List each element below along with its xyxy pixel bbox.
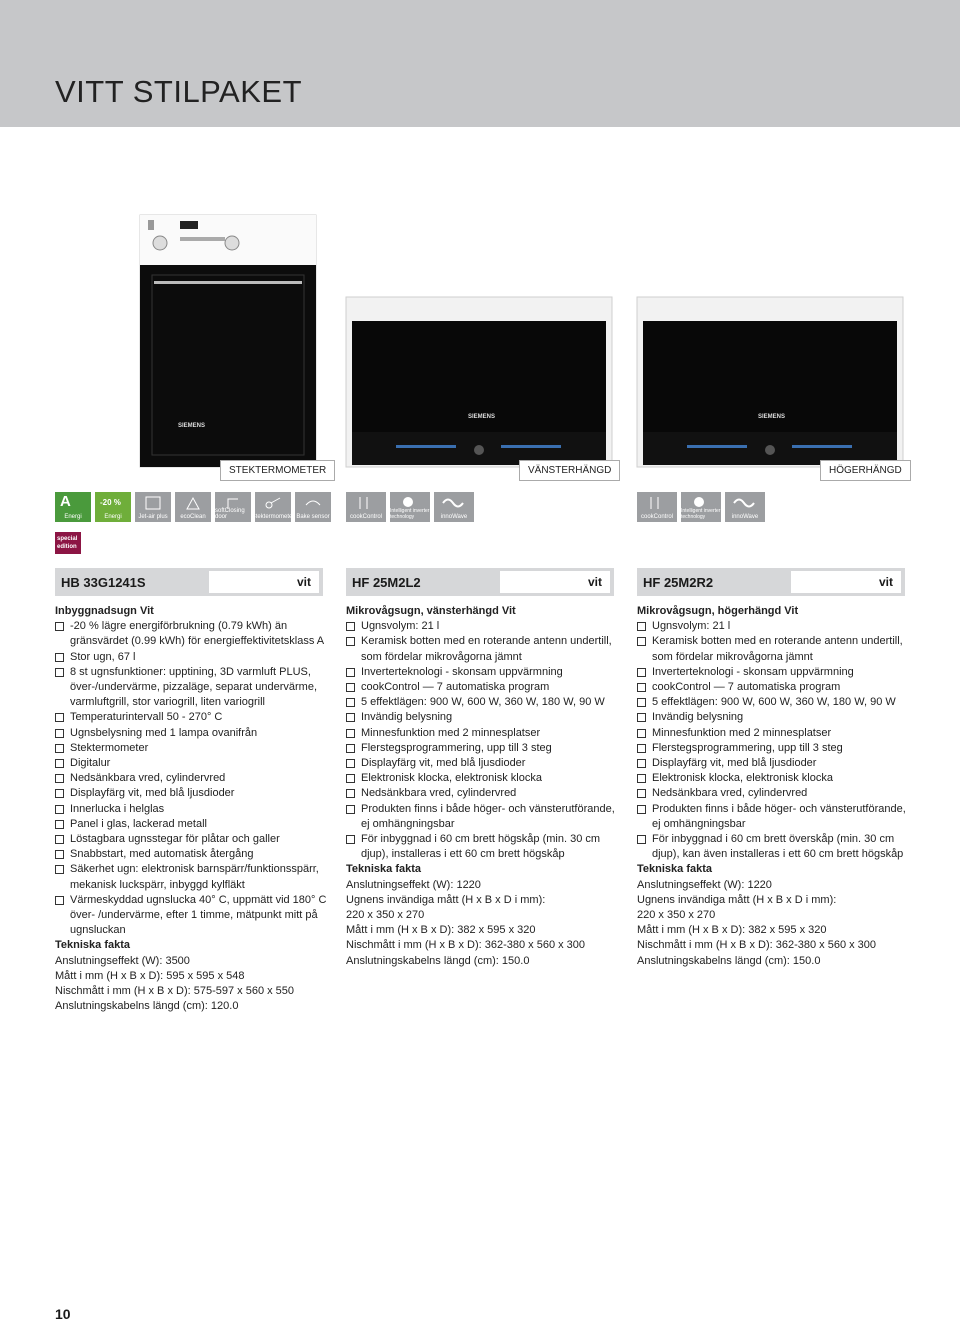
tech-line: Ugnens invändiga mått (H x B x D i mm): xyxy=(637,893,837,906)
spec-item xyxy=(55,786,327,801)
spec-title: Mikrovågsugn, vänsterhängd Vit xyxy=(346,605,516,617)
spec-item xyxy=(637,619,909,634)
tech-line: Anslutningskabelns längd (cm): 150.0 xyxy=(346,954,530,967)
spec-item-text: Ugnsvolym: 21 l xyxy=(361,620,440,633)
checkbox-icon xyxy=(637,759,646,768)
checkbox-icon xyxy=(637,668,646,677)
spec-item xyxy=(346,710,618,725)
spec-item xyxy=(637,710,909,725)
page-number: 10 xyxy=(55,1306,71,1322)
spec-item-text: Löstagbara ugnsstegar för plåtar och galler xyxy=(70,833,280,846)
spec-item xyxy=(637,665,909,680)
spec-item xyxy=(55,802,327,817)
checkbox-icon xyxy=(55,896,64,905)
spec-item xyxy=(55,710,327,725)
tech-line: Anslutningseffekt (W): 1220 xyxy=(637,878,772,891)
spec-item xyxy=(346,802,618,832)
tech-line: Nischmått i mm (H x B x D): 362-380 x 560 x 300 xyxy=(346,939,586,952)
spec-item xyxy=(55,862,327,892)
checkbox-icon xyxy=(637,805,646,814)
spec-item-text: Inverterteknologi - skonsam uppvärmning xyxy=(652,665,854,678)
spec-item xyxy=(55,756,327,771)
spec-item xyxy=(346,680,618,695)
spec-item-text: Produkten finns i både höger- och vänsterutförande, ej omhängningsbar xyxy=(652,802,906,830)
tech-line: 220 x 350 x 270 xyxy=(346,909,425,922)
inverter-icon: Intelligent inverter technology xyxy=(681,492,721,522)
checkbox-icon xyxy=(346,637,355,646)
spec-item-text: Invändig belysning xyxy=(652,711,744,724)
tech-title: Tekniska fakta xyxy=(346,863,422,876)
tech-line: Nischmått i mm (H x B x D): 362-380 x 560 x 300 xyxy=(637,939,877,952)
spec-item xyxy=(637,726,909,741)
spec-item xyxy=(55,619,327,649)
spec-item-text: 5 effektlägen: 900 W, 600 W, 360 W, 180 W, 90 W xyxy=(652,696,896,709)
spec-item-text: Elektronisk klocka, elektronisk klocka xyxy=(361,772,542,785)
microwave-right-image xyxy=(637,297,903,467)
spec-item-text: Stor ugn, 67 l xyxy=(70,650,136,663)
checkbox-icon xyxy=(346,668,355,677)
tech-line: Anslutningskabelns längd (cm): 120.0 xyxy=(55,1000,239,1013)
model-bar-microwave-right xyxy=(637,568,905,596)
spec-item-text: Minnesfunktion med 2 minnesplatser xyxy=(652,726,832,739)
spec-item xyxy=(637,741,909,756)
tech-line: Anslutningseffekt (W): 1220 xyxy=(346,878,481,891)
soft-closing-icon: softClosing door xyxy=(215,492,251,522)
checkbox-icon xyxy=(346,744,355,753)
energy-saving-icon: -20 % Energi xyxy=(95,492,131,522)
caption-stektermometer: STEKTERMOMETER xyxy=(220,460,335,481)
spec-item-text: Displayfärg vit, med blå ljusdioder xyxy=(652,757,817,770)
spec-item xyxy=(346,634,618,664)
spec-item-text: Flerstegsprogrammering, upp till 3 steg xyxy=(652,741,843,754)
model-bar-microwave-left xyxy=(346,568,614,596)
spec-item xyxy=(55,893,327,939)
microwave-right-brand: SIEMENS xyxy=(758,414,786,420)
spec-item xyxy=(346,726,618,741)
checkbox-icon xyxy=(637,637,646,646)
spec-item xyxy=(637,832,909,862)
checkbox-icon xyxy=(637,835,646,844)
spec-item xyxy=(55,771,327,786)
spec-item-text: Inverterteknologi - skonsam uppvärmning xyxy=(361,665,563,678)
microwave-left-image xyxy=(346,297,612,467)
checkbox-icon xyxy=(55,805,64,814)
spec-column-oven xyxy=(55,604,327,1014)
spec-item-text: Värmeskyddad ugnslucka 40° C, uppmätt vid 180° C över- /undervärme, efter 1 timme, mätpunkt mitt på ugnsluckan xyxy=(70,893,327,937)
special-edition-badge: special edition xyxy=(55,532,81,554)
spec-item-text: Nedsänkbara vred, cylindervred xyxy=(361,787,517,800)
spec-item-text: Ugnsbelysning med 1 lampa ovanifrån xyxy=(70,726,258,739)
spec-item xyxy=(55,726,327,741)
spec-item xyxy=(637,695,909,710)
thermometer-icon: Stektermometer xyxy=(255,492,291,522)
checkbox-icon xyxy=(55,729,64,738)
tech-line: Mått i mm (H x B x D): 595 x 595 x 548 xyxy=(55,969,245,982)
spec-column-microwave-right xyxy=(637,604,909,969)
spec-item-text: Snabbstart, med automatisk återgång xyxy=(70,848,254,861)
spec-item-text: 5 effektlägen: 900 W, 600 W, 360 W, 180 W, 90 W xyxy=(361,696,605,709)
spec-item-text: Displayfärg vit, med blå ljusdioder xyxy=(361,757,526,770)
spec-item-text: Digitalur xyxy=(70,757,111,770)
spec-item xyxy=(637,680,909,695)
checkbox-icon xyxy=(55,850,64,859)
spec-item xyxy=(346,741,618,756)
spec-item-text: Minnesfunktion med 2 minnesplatser xyxy=(361,726,541,739)
inverter-icon: Intelligent inverter technology xyxy=(390,492,430,522)
spec-item-text: Innerlucka i helglas xyxy=(70,802,165,815)
innowave-icon: innoWave xyxy=(434,492,474,522)
checkbox-icon xyxy=(346,683,355,692)
checkbox-icon xyxy=(637,729,646,738)
checkbox-icon xyxy=(55,713,64,722)
spec-item-text: Keramisk botten med en roterande antenn undertill, som fördelar mikrovågorna jämnt xyxy=(652,635,903,663)
bake-sensor-icon: Bake sensor xyxy=(295,492,331,522)
model-name: HF 25M2L2 xyxy=(352,574,421,590)
spec-item xyxy=(346,771,618,786)
checkbox-icon xyxy=(55,774,64,783)
spec-item xyxy=(346,756,618,771)
spec-item xyxy=(346,786,618,801)
model-name: HB 33G1241S xyxy=(61,574,146,590)
checkbox-icon xyxy=(55,789,64,798)
spec-column-microwave-left xyxy=(346,604,618,969)
spec-item-text: För inbyggnad i 60 cm brett överskåp (min. 30 cm djup), kan även installeras i ett 60 cm brett högskåp xyxy=(652,833,904,861)
checkbox-icon xyxy=(55,820,64,829)
spec-item-text: cookControl — 7 automatiska program xyxy=(652,681,841,694)
spec-item-text: Säkerhet ugn: elektronisk barnspärr/funktionsspärr, mekanisk luckspärr, inbyggd kylfläkt xyxy=(70,863,319,891)
checkbox-icon xyxy=(637,713,646,722)
caption-vansterhangd: VÄNSTERHÄNGD xyxy=(519,460,620,481)
tech-line: Mått i mm (H x B x D): 382 x 595 x 320 xyxy=(637,924,827,937)
spec-item-text: För inbyggnad i 60 cm brett högskåp (min. 30 cm djup), installeras i ett 60 cm brett högskåp xyxy=(361,833,601,861)
spec-item-text: Elektronisk klocka, elektronisk klocka xyxy=(652,772,833,785)
spec-item-text: -20 % lägre energiförbrukning (0.79 kWh) än gränsvärdet (0.99 kWh) för energieffektivitetsklass A xyxy=(70,620,325,648)
model-color: vit xyxy=(500,571,610,593)
spec-item xyxy=(346,619,618,634)
checkbox-icon xyxy=(346,805,355,814)
checkbox-icon xyxy=(55,653,64,662)
model-name: HF 25M2R2 xyxy=(643,574,714,590)
model-color: vit xyxy=(791,571,901,593)
spec-item-text: Flerstegsprogrammering, upp till 3 steg xyxy=(361,741,552,754)
spec-title: Mikrovågsugn, högerhängd Vit xyxy=(637,605,799,617)
checkbox-icon xyxy=(55,865,64,874)
spec-item-text: Temperaturintervall 50 - 270° C xyxy=(70,711,223,724)
spec-item-text: Panel i glas, lackerad metall xyxy=(70,817,207,830)
spec-title: Inbyggnadsugn Vit xyxy=(55,605,154,617)
microwave-right-feature-icons xyxy=(637,492,765,522)
spec-item xyxy=(637,756,909,771)
spec-item xyxy=(55,665,327,711)
checkbox-icon xyxy=(346,789,355,798)
checkbox-icon xyxy=(346,835,355,844)
checkbox-icon xyxy=(346,729,355,738)
ecoclean-icon: ecoClean xyxy=(175,492,211,522)
jet-air-icon: Jet-air plus xyxy=(135,492,171,522)
checkbox-icon xyxy=(637,789,646,798)
page-title: VITT STILPAKET xyxy=(55,74,303,109)
oven-image xyxy=(140,215,316,467)
checkbox-icon xyxy=(55,759,64,768)
checkbox-icon xyxy=(346,698,355,707)
checkbox-icon xyxy=(55,668,64,677)
checkbox-icon xyxy=(637,744,646,753)
spec-item xyxy=(346,695,618,710)
spec-item xyxy=(346,832,618,862)
spec-item xyxy=(55,741,327,756)
spec-item-text: Displayfärg vit, med blå ljusdioder xyxy=(70,787,235,800)
spec-item xyxy=(637,771,909,786)
oven-feature-icons xyxy=(55,492,331,522)
cook-control-icon: cookControl xyxy=(637,492,677,522)
tech-line: Anslutningskabelns längd (cm): 150.0 xyxy=(637,954,821,967)
tech-title: Tekniska fakta xyxy=(637,863,713,876)
checkbox-icon xyxy=(346,622,355,631)
checkbox-icon xyxy=(346,759,355,768)
checkbox-icon xyxy=(637,774,646,783)
spec-item xyxy=(55,832,327,847)
microwave-left-feature-icons xyxy=(346,492,474,522)
tech-title: Tekniska fakta xyxy=(55,939,131,952)
cook-control-icon: cookControl xyxy=(346,492,386,522)
spec-item xyxy=(637,786,909,801)
spec-item-text: Nedsänkbara vred, cylindervred xyxy=(652,787,808,800)
tech-line: Nischmått i mm (H x B x D): 575-597 x 560 x 550 xyxy=(55,985,295,998)
checkbox-icon xyxy=(637,683,646,692)
spec-item xyxy=(637,802,909,832)
model-bar-oven xyxy=(55,568,323,596)
spec-item-text: Stektermometer xyxy=(70,741,149,754)
caption-hogerhangd: HÖGERHÄNGD xyxy=(820,460,911,481)
checkbox-icon xyxy=(637,622,646,631)
spec-item-text: cookControl — 7 automatiska program xyxy=(361,681,550,694)
spec-item xyxy=(346,665,618,680)
checkbox-icon xyxy=(346,713,355,722)
microwave-left-brand: SIEMENS xyxy=(468,414,496,420)
energy-class-icon: A Energi xyxy=(55,492,91,522)
spec-item-text: Nedsänkbara vred, cylindervred xyxy=(70,772,226,785)
spec-item-text: Keramisk botten med en roterande antenn undertill, som fördelar mikrovågorna jämnt xyxy=(361,635,612,663)
spec-item xyxy=(55,817,327,832)
innowave-icon: innoWave xyxy=(725,492,765,522)
spec-item xyxy=(55,650,327,665)
checkbox-icon xyxy=(346,774,355,783)
model-color: vit xyxy=(209,571,319,593)
spec-item-text: Invändig belysning xyxy=(361,711,453,724)
checkbox-icon xyxy=(55,744,64,753)
spec-item-text: Ugnsvolym: 21 l xyxy=(652,620,731,633)
spec-item-text: Produkten finns i både höger- och vänsterutförande, ej omhängningsbar xyxy=(361,802,615,830)
oven-brand: SIEMENS xyxy=(178,423,206,429)
checkbox-icon xyxy=(55,622,64,631)
checkbox-icon xyxy=(637,698,646,707)
checkbox-icon xyxy=(55,835,64,844)
tech-line: Ugnens invändiga mått (H x B x D i mm): xyxy=(346,893,546,906)
tech-line: Mått i mm (H x B x D): 382 x 595 x 320 xyxy=(346,924,536,937)
spec-item-text: 8 st ugnsfunktioner: upptining, 3D varmluft PLUS, över-/undervärme, pizzaläge, separat undervärme, varmluftgrill, stor variogrill, liten variogrill xyxy=(70,665,318,709)
spec-item xyxy=(637,634,909,664)
spec-item xyxy=(55,847,327,862)
tech-line: Anslutningseffekt (W): 3500 xyxy=(55,954,190,967)
tech-line: 220 x 350 x 270 xyxy=(637,909,716,922)
